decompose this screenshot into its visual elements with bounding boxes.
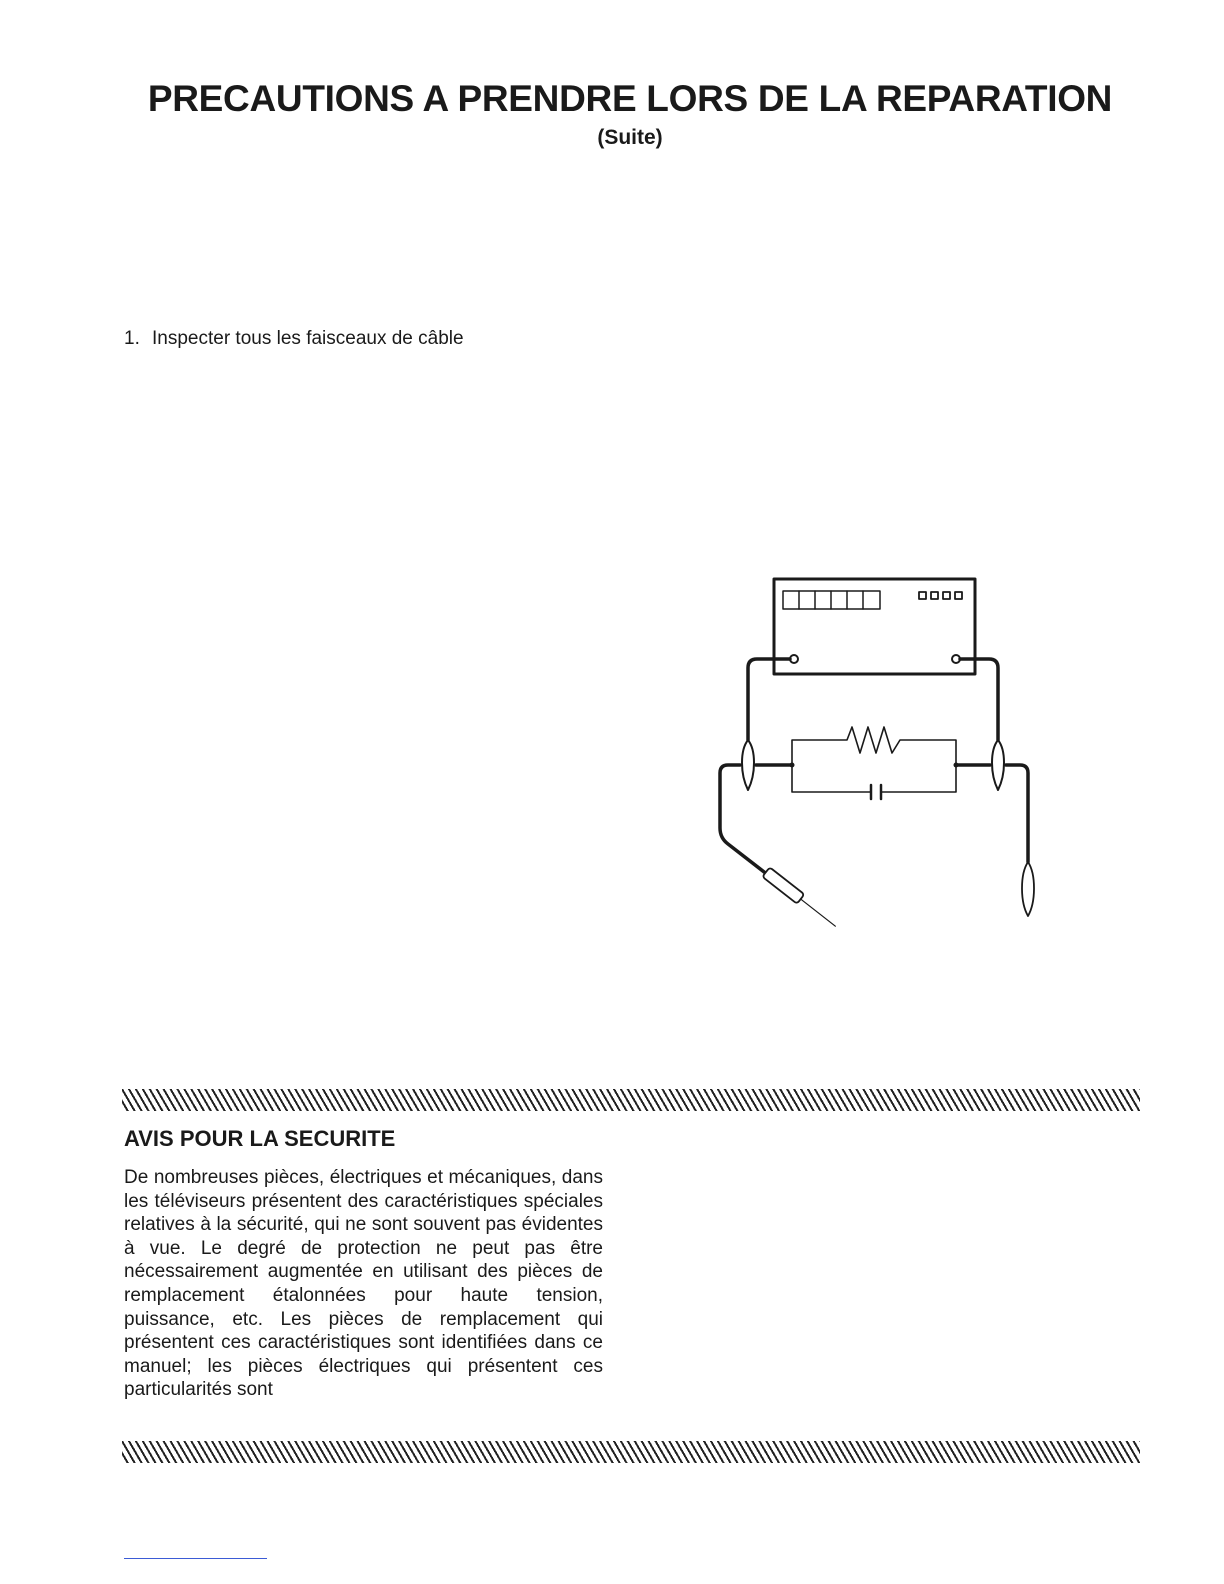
page-subtitle: (Suite) [597,126,663,149]
meter-button [919,592,926,599]
meter-button [931,592,938,599]
hatch-divider-bottom [122,1441,1140,1463]
resistor [792,727,956,765]
meter-button [943,592,950,599]
leakage-test-circuit-icon [700,570,1060,950]
list-item-number: 1. [124,328,140,349]
safety-notice-heading: AVIS POUR LA SECURITE [124,1126,396,1151]
hatch-divider-top [122,1089,1140,1111]
ground-clip [1022,862,1034,916]
meter-button [955,592,962,599]
connector [992,740,1004,790]
connector [742,740,754,790]
page-title: PRECAUTIONS A PRENDRE LORS DE LA REPARATION [147,78,1113,119]
list-item-text: Inspecter tous les faisceaux de câble [152,328,464,349]
footer-rule [124,1558,267,1559]
safety-notice-text: De nombreuses pièces, électriques et mécaniques, dans les téléviseurs présentent des caractéristiques spéciales relatives à la sécurité, qui ne sont souvent pas évidentes à vue. Le degré de protection ne peut pas être nécessairement augmentée en utilisant des pièces de remplacement étalonnées pour haute tension, puissance, etc. Les pièces de remplacement qui présentent ces caractéristiques sont identifiées dans ce manuel; les pièces électriques qui présentent ces particularités sont [124,1167,603,1401]
list-item [124,328,464,350]
meter-box [774,579,975,674]
probe [762,867,839,931]
